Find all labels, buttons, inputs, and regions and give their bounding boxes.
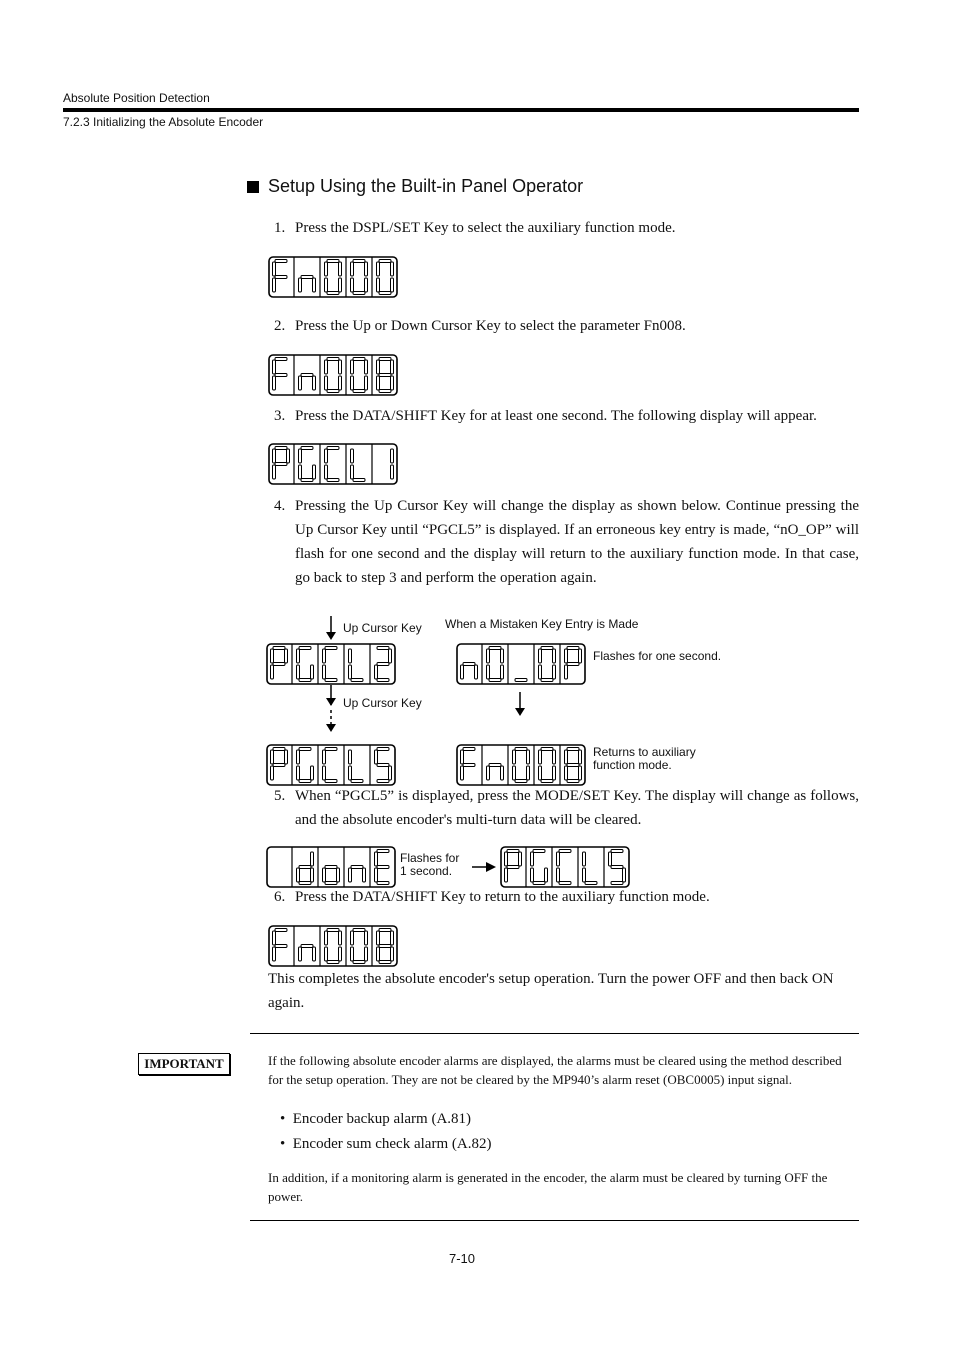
led-segment: [301, 479, 313, 482]
led-display: [456, 643, 586, 685]
led-segment: [365, 360, 368, 374]
flashes-label: Flashes for one second.: [593, 649, 722, 663]
led-segment: [389, 766, 392, 780]
led-segment: [375, 852, 378, 866]
led-segment: [379, 929, 391, 932]
led-segment: [377, 866, 389, 869]
led-segment: [323, 766, 326, 780]
led-segment: [287, 449, 290, 463]
led-segment: [325, 748, 337, 751]
led-segment: [327, 479, 339, 482]
led-segment: [325, 866, 337, 869]
led-segment: [515, 748, 527, 751]
led-segment: [351, 376, 354, 390]
led-segment: [379, 390, 391, 393]
led-segment: [609, 852, 612, 866]
led-display: [268, 354, 398, 396]
led-segment: [339, 360, 342, 374]
led-segment: [487, 665, 490, 679]
bullet-text: Encoder backup alarm (A.81): [292, 1111, 472, 1127]
led-segment: [273, 376, 276, 390]
step-text: Pressing the Up Cursor Key will change the display as shown below. Continue pressing the Up Cursor Key until “PGCL5” is displayed. If an erroneous key entry is made, “nO_OP” will flash for one second and the display will return to the auxiliary function mode. In that case, go back to step 3 and perform the operation again.: [295, 498, 859, 586]
step-5: [274, 784, 859, 832]
led-segment: [323, 750, 326, 764]
led-segment: [365, 376, 368, 390]
led-segment: [349, 665, 352, 679]
divider: [250, 1220, 859, 1221]
led-segment: [313, 376, 316, 390]
led-segment: [377, 278, 380, 292]
led-segment: [313, 278, 316, 292]
led-segment: [353, 358, 365, 361]
important-badge: IMPORTANT: [138, 1053, 230, 1075]
led-segment: [553, 766, 556, 780]
led-segment: [311, 665, 314, 679]
led-segment: [365, 278, 368, 292]
led-segment: [301, 374, 313, 377]
led-segment: [313, 947, 316, 961]
led-segment: [461, 665, 464, 679]
led-segment: [541, 748, 553, 751]
step-number: 6.: [274, 889, 286, 905]
led-segment: [391, 449, 394, 463]
led-segment: [275, 463, 287, 466]
led-segment: [351, 947, 354, 961]
led-display: [266, 643, 396, 685]
led-segment: [463, 764, 475, 767]
step-text: Press the DATA/SHIFT Key to return to the auxiliary function mode.: [295, 889, 710, 905]
section-title-text: Setup Using the Built-in Panel Operator: [268, 176, 584, 196]
led-segment: [557, 852, 560, 866]
led-segment: [327, 447, 339, 450]
led-segment: [299, 278, 302, 292]
led-segment: [325, 360, 328, 374]
led-segment: [273, 449, 276, 463]
led-segment: [515, 679, 527, 682]
led-segment: [377, 947, 380, 961]
led-segment: [377, 748, 389, 751]
mistaken-entry-label: When a Mistaken Key Entry is Made: [445, 617, 639, 631]
led-segment: [353, 929, 365, 932]
led-segment: [351, 262, 354, 276]
important-text-2: In addition, if a monitoring alarm is generated in the encoder, the alarm must be cleared by turning OFF the power.: [268, 1170, 828, 1204]
led-segment: [489, 679, 501, 682]
led-segment: [611, 866, 623, 869]
led-segment: [461, 766, 464, 780]
led-segment: [553, 649, 556, 663]
step-number: 2.: [274, 318, 286, 334]
led-segment: [275, 260, 287, 263]
led-segment: [391, 465, 394, 479]
led-display: [268, 256, 398, 298]
led-segment: [557, 868, 560, 882]
led-segment: [299, 780, 311, 783]
led-segment: [351, 465, 354, 479]
led-segment: [377, 262, 380, 276]
led-segment: [567, 780, 579, 783]
led-segment: [375, 665, 378, 679]
led-segment: [583, 868, 586, 882]
led-segment: [273, 262, 276, 276]
returns-label-line-1: Returns to auxiliary: [593, 745, 696, 759]
led-segment: [391, 931, 394, 945]
led-segment: [565, 665, 568, 679]
led-segment: [327, 260, 339, 263]
step-4: [274, 494, 859, 590]
led-segment: [349, 766, 352, 780]
led-segment: [297, 665, 300, 679]
led-segment: [377, 647, 389, 650]
step-6: [274, 885, 859, 909]
divider: [250, 1033, 859, 1034]
led-segment: [351, 278, 354, 292]
bullet-item: • Encoder sum check alarm (A.82): [280, 1136, 492, 1152]
led-segment: [325, 679, 337, 682]
led-segment: [273, 360, 276, 374]
led-segment: [325, 278, 328, 292]
led-segment: [375, 750, 378, 764]
led-segment: [351, 931, 354, 945]
led-segment: [539, 750, 542, 764]
section-title: [247, 176, 583, 197]
led-segment: [379, 374, 391, 377]
step-number: 4.: [274, 498, 286, 514]
led-segment: [391, 360, 394, 374]
led-display: [268, 925, 398, 967]
led-segment: [539, 766, 542, 780]
led-segment: [299, 866, 311, 869]
flashes-label-line-2: 1 second.: [400, 864, 453, 878]
led-segment: [351, 360, 354, 374]
led-segment: [297, 750, 300, 764]
led-segment: [501, 766, 504, 780]
led-segment: [565, 649, 568, 663]
led-segment: [365, 947, 368, 961]
led-segment: [297, 766, 300, 780]
led-segment: [273, 764, 285, 767]
bullet-text: Encoder sum check alarm (A.82): [292, 1136, 492, 1152]
led-segment: [353, 292, 365, 295]
led-segment: [531, 868, 534, 882]
led-segment: [507, 850, 519, 853]
led-segment: [299, 748, 311, 751]
led-segment: [389, 649, 392, 663]
led-segment: [375, 868, 378, 882]
led-segment: [553, 750, 556, 764]
led-segment: [275, 447, 287, 450]
led-segment: [541, 679, 553, 682]
led-segment: [365, 262, 368, 276]
led-segment: [515, 780, 527, 783]
led-segment: [275, 374, 287, 377]
led-segment: [463, 748, 475, 751]
page-number: 7-10: [449, 1251, 476, 1266]
led-segment: [339, 262, 342, 276]
led-segment: [533, 850, 545, 853]
led-segment: [323, 665, 326, 679]
led-segment: [299, 647, 311, 650]
led-segment: [351, 679, 363, 682]
led-segment: [377, 931, 380, 945]
led-segment: [583, 852, 586, 866]
led-segment: [377, 360, 380, 374]
led-segment: [327, 292, 339, 295]
led-segment: [297, 649, 300, 663]
led-segment: [505, 852, 508, 866]
led-segment: [461, 750, 464, 764]
led-segment: [339, 278, 342, 292]
section-header: 7.2.3 Initializing the Absolute Encoder: [63, 115, 264, 129]
led-segment: [271, 766, 274, 780]
led-segment: [391, 262, 394, 276]
step-1: [274, 216, 859, 240]
led-segment: [391, 947, 394, 961]
led-segment: [273, 748, 285, 751]
led-segment: [539, 665, 542, 679]
led-segment: [513, 766, 516, 780]
led-segment: [339, 931, 342, 945]
led-segment: [273, 647, 285, 650]
led-segment: [299, 679, 311, 682]
led-segment: [275, 929, 287, 932]
led-display: [268, 443, 398, 485]
led-segment: [273, 465, 276, 479]
led-segment: [275, 276, 287, 279]
flashes-label-line-1: Flashes for: [400, 851, 460, 865]
step-text: Press the DSPL/SET Key to select the auxiliary function mode.: [295, 220, 676, 236]
led-segment: [567, 748, 579, 751]
led-display: [456, 744, 586, 786]
led-segment: [553, 665, 556, 679]
led-segment: [311, 766, 314, 780]
square-bullet-icon: [247, 181, 259, 193]
led-segment: [299, 465, 302, 479]
up-cursor-label: Up Cursor Key: [343, 621, 422, 635]
led-segment: [325, 647, 337, 650]
led-segment: [273, 663, 285, 666]
led-segment: [579, 766, 582, 780]
led-display: [266, 846, 396, 888]
led-segment: [327, 390, 339, 393]
led-segment: [349, 750, 352, 764]
led-segment: [353, 260, 365, 263]
led-segment: [379, 358, 391, 361]
led-segment: [325, 262, 328, 276]
led-segment: [487, 766, 490, 780]
led-segment: [327, 961, 339, 964]
led-segment: [311, 868, 314, 882]
led-segment: [325, 449, 328, 463]
led-segment: [325, 780, 337, 783]
led-segment: [275, 358, 287, 361]
bullet-item: • Encoder backup alarm (A.81): [280, 1111, 472, 1127]
led-segment: [489, 764, 501, 767]
led-segment: [301, 945, 313, 948]
step-text: Press the Up or Down Cursor Key to select the parameter Fn008.: [295, 318, 686, 334]
led-segment: [275, 945, 287, 948]
led-segment: [391, 278, 394, 292]
led-segment: [339, 947, 342, 961]
led-segment: [487, 649, 490, 663]
led-segment: [353, 961, 365, 964]
flashes-1-second-label: [400, 852, 459, 878]
step-text: Press the DATA/SHIFT Key for at least one second. The following display will appear.: [295, 408, 817, 424]
led-segment: [323, 868, 326, 882]
led-segment: [351, 449, 354, 463]
led-segment: [565, 750, 568, 764]
led-segment: [299, 376, 302, 390]
led-segment: [339, 376, 342, 390]
led-segment: [567, 764, 579, 767]
led-segment: [285, 649, 288, 663]
led-segment: [379, 961, 391, 964]
led-segment: [623, 868, 626, 882]
led-segment: [325, 947, 328, 961]
led-segment: [301, 447, 313, 450]
led-segment: [285, 750, 288, 764]
led-segment: [365, 931, 368, 945]
led-segment: [463, 663, 475, 666]
led-segment: [501, 665, 504, 679]
led-segment: [377, 376, 380, 390]
returns-label-line-2: function mode.: [593, 758, 672, 772]
chapter-header: Absolute Position Detection: [63, 91, 210, 105]
led-segment: [313, 465, 316, 479]
led-segment: [507, 866, 519, 869]
led-segment: [379, 260, 391, 263]
step-text: When “PGCL5” is displayed, press the MODE/SET Key. The display will change as follows, and the absolute encoder's multi-turn data will be cleared.: [295, 788, 859, 828]
led-segment: [327, 929, 339, 932]
led-segment: [541, 780, 553, 783]
step-number: 3.: [274, 408, 286, 424]
led-segment: [539, 649, 542, 663]
led-segment: [565, 766, 568, 780]
led-segment: [377, 663, 389, 666]
led-segment: [271, 665, 274, 679]
led-segment: [325, 931, 328, 945]
led-segment: [377, 764, 389, 767]
led-segment: [323, 649, 326, 663]
led-segment: [489, 647, 501, 650]
led-segment: [273, 947, 276, 961]
led-segment: [379, 945, 391, 948]
step-2: [274, 314, 859, 338]
led-segment: [513, 750, 516, 764]
led-segment: [273, 278, 276, 292]
led-segment: [377, 780, 389, 783]
led-segment: [501, 649, 504, 663]
step-3: [274, 404, 859, 428]
led-segment: [527, 750, 530, 764]
right-arrow-icon: [470, 860, 500, 874]
completion-paragraph: This completes the absolute encoder's setup operation. Turn the power OFF and then back ON again.: [268, 971, 834, 1011]
display-digit: [515, 679, 527, 682]
led-segment: [545, 868, 548, 882]
led-segment: [351, 780, 363, 783]
led-segment: [325, 465, 328, 479]
led-segment: [579, 649, 582, 663]
led-segment: [611, 850, 623, 853]
led-segment: [353, 390, 365, 393]
led-segment: [527, 766, 530, 780]
led-segment: [377, 679, 389, 682]
led-segment: [271, 649, 274, 663]
led-segment: [271, 750, 274, 764]
led-segment: [349, 868, 352, 882]
led-segment: [311, 852, 314, 866]
led-segment: [301, 276, 313, 279]
led-segment: [567, 663, 579, 666]
step-number: 1.: [274, 220, 286, 236]
led-display: [500, 846, 630, 888]
led-segment: [273, 931, 276, 945]
led-segment: [353, 479, 365, 482]
led-segment: [531, 852, 534, 866]
led-segment: [351, 866, 363, 869]
led-segment: [299, 449, 302, 463]
led-segment: [559, 850, 571, 853]
led-segment: [325, 376, 328, 390]
led-segment: [567, 647, 579, 650]
led-segment: [299, 947, 302, 961]
led-segment: [541, 647, 553, 650]
led-segment: [363, 868, 366, 882]
step-number: 5.: [274, 788, 286, 804]
returns-label: [593, 746, 696, 772]
led-segment: [349, 649, 352, 663]
led-segment: [519, 852, 522, 866]
important-text: If the following absolute encoder alarms are displayed, the alarms must be cleared using the method described for the setup operation. They are not be cleared by the MP940’s alarm reset (OBC0005) input signal.: [268, 1053, 842, 1087]
led-segment: [579, 750, 582, 764]
led-segment: [337, 868, 340, 882]
led-segment: [475, 665, 478, 679]
led-segment: [391, 376, 394, 390]
led-segment: [379, 292, 391, 295]
led-segment: [505, 868, 508, 882]
led-segment: [327, 358, 339, 361]
header-rule: [63, 108, 859, 112]
led-segment: [297, 868, 300, 882]
led-display: [266, 744, 396, 786]
up-cursor-label: Up Cursor Key: [343, 696, 422, 710]
led-segment: [377, 850, 389, 853]
